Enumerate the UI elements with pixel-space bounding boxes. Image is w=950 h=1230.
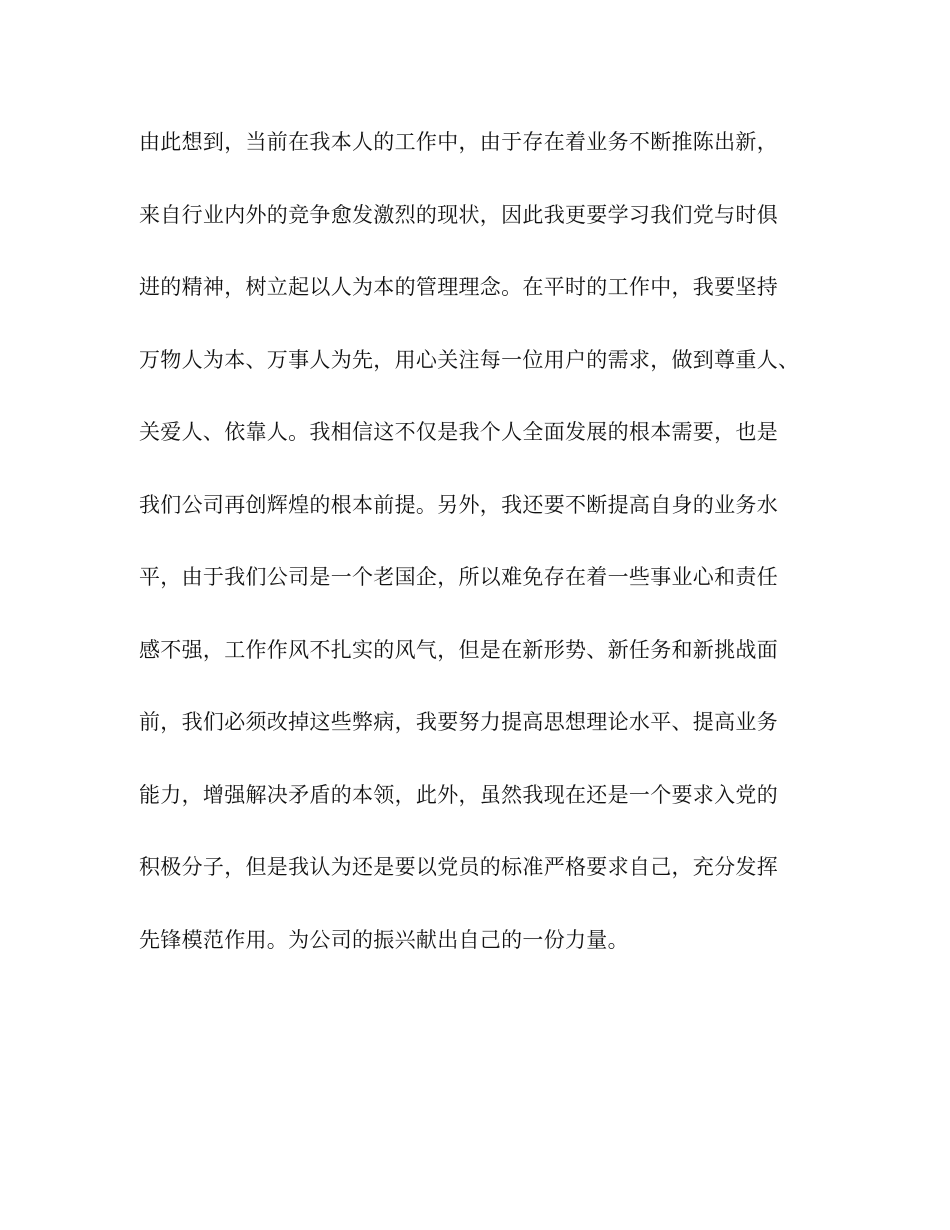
- paragraph-line-7: 平，由于我们公司是一个老国企，所以难免存在着一些事业心和责任: [139, 565, 778, 589]
- paragraph-line-4: 万物人为本、万事人为先，用心关注每一位用户的需求，做到尊重人、: [139, 347, 800, 372]
- paragraph-line-12: 先锋模范作用。为公司的振兴献出自己的一份力量。: [139, 927, 629, 952]
- paragraph-line-2: 来自行业内外的竞争愈发激烈的现状，因此我更要学习我们党与时俱: [139, 202, 778, 227]
- paragraph-line-6: 我们公司再创辉煌的根本前提。另外，我还要不断提高自身的业务水: [139, 492, 778, 517]
- paragraph-line-3: 进的精神，树立起以人为本的管理理念。在平时的工作中，我要坚持: [139, 275, 778, 299]
- paragraph-line-1: 由此想到，当前在我本人的工作中，由于存在着业务不断推陈出新，: [139, 130, 778, 154]
- paragraph-line-5: 关爱人、依靠人。我相信这不仅是我个人全面发展的根本需要，也是: [139, 420, 778, 444]
- paragraph-line-11: 积极分子，但是我认为还是要以党员的标准严格要求自己，充分发挥: [139, 855, 778, 879]
- paragraph-line-9: 前，我们必须改掉这些弊病，我要努力提高思想理论水平、提高业务: [139, 710, 778, 734]
- body-paragraph: [139, 124, 839, 994]
- paragraph-line-10: 能力，增强解决矛盾的本领，此外，虽然我现在还是一个要求入党的: [139, 782, 778, 807]
- paragraph-line-8: 感不强，工作作风不扎实的风气，但是在新形势、新任务和新挑战面: [139, 637, 778, 662]
